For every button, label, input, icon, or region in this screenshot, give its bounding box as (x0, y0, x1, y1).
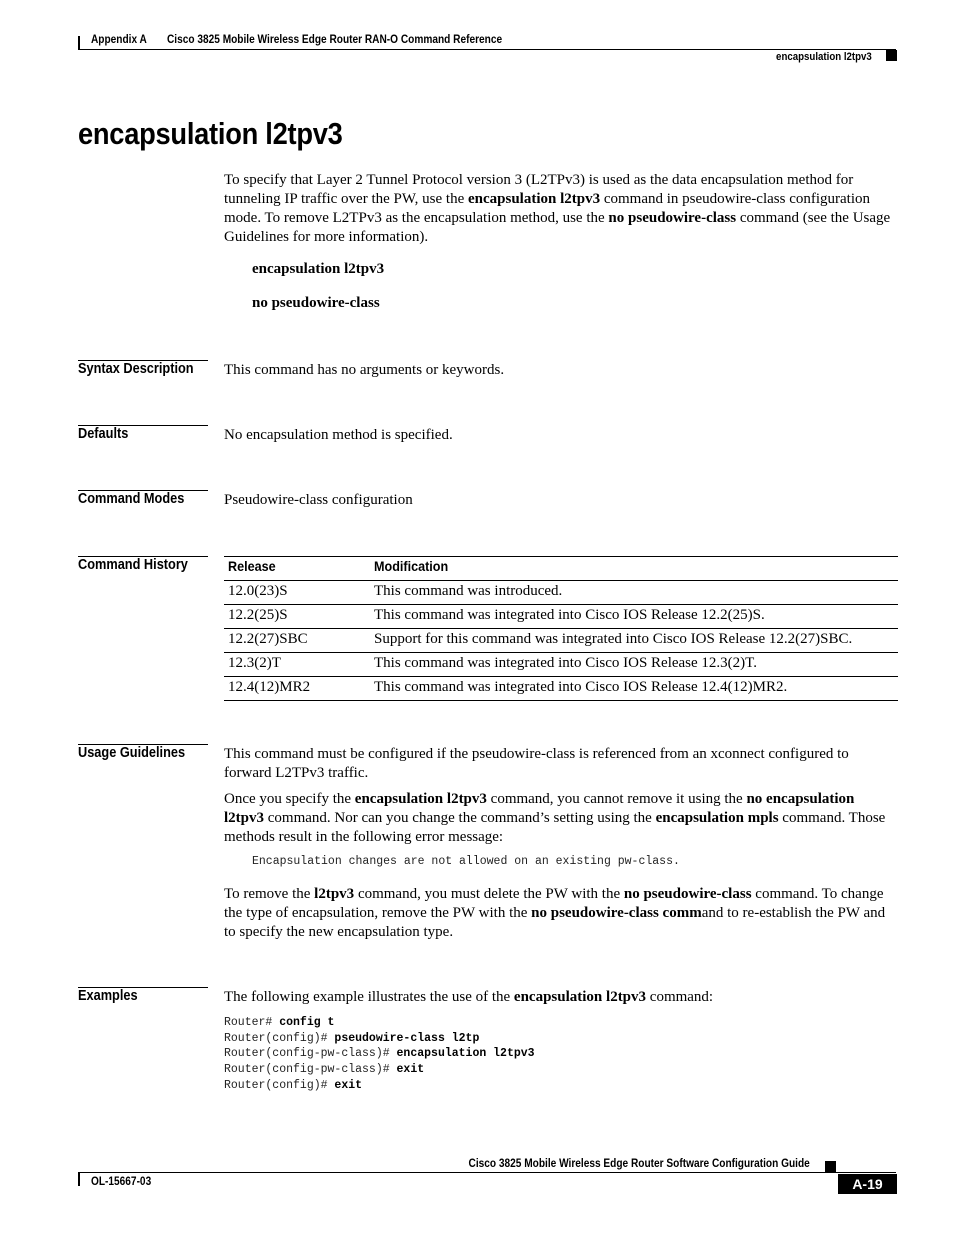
usage-p3-text-4: and to re-establish the PW and to specify the new encapsulation type. (224, 905, 886, 940)
usage-p3-bold-3: no pseudowire-class comm (531, 905, 702, 921)
release-cell: 12.0(23)S (228, 583, 288, 599)
code-line (224, 1015, 535, 1031)
header-rule (78, 49, 896, 50)
usage-paragraph-1: This command must be configured if the pseudowire-class is referenced from an xconnect configured to forward L2TPv3 traffic. (224, 746, 849, 781)
code-line (224, 1078, 535, 1094)
code-command: pseudowire-class l2tp (334, 1031, 480, 1045)
command-history-heading: Command History (78, 557, 188, 573)
examples-intro-text-2: command: (646, 989, 714, 1005)
column-header-release: Release (228, 558, 276, 574)
command-modes-heading: Command Modes (78, 491, 185, 507)
syntax-line-1: encapsulation l2tpv3 (252, 261, 385, 277)
modification-cell: This command was integrated into Cisco IOS Release 12.3(2)T. (374, 655, 757, 671)
code-prompt: Router# (224, 1016, 280, 1029)
modification-cell: Support for this command was integrated into Cisco IOS Release 12.2(27)SBC. (374, 631, 853, 647)
command-history-table (224, 556, 898, 701)
table-header-row (224, 556, 898, 581)
syntax-line-2: no pseudowire-class (252, 295, 380, 311)
table-row (224, 629, 898, 653)
modification-cell: This command was integrated into Cisco IOS Release 12.2(25)S. (374, 607, 765, 623)
intro-text-2: command in pseudowire-class configuration mode. To remove L2TPv3 as the encapsulation method, use the (224, 191, 871, 226)
intro-bold-2: no pseudowire-class (608, 210, 737, 226)
usage-p2-bold-3: encapsulation mpls (655, 810, 779, 826)
usage-p2-bold-1: encapsulation l2tpv3 (354, 791, 487, 807)
examples-intro-text-1: The following example illustrates the use of the (224, 989, 514, 1005)
footer-left-bar (78, 1172, 80, 1186)
header-appendix: Appendix A (91, 34, 147, 46)
code-command: config t (279, 1016, 335, 1029)
code-command: exit (334, 1078, 363, 1092)
intro-text-3: command (see the Usage Guidelines for more information). (224, 210, 891, 245)
footer-marker-block (825, 1161, 836, 1172)
header-left-bar (78, 36, 80, 50)
code-prompt: Router(config-pw-class)# (224, 1047, 397, 1061)
footer-guide-title: Cisco 3825 Mobile Wireless Edge Router Software Configuration Guide (468, 1158, 810, 1170)
header-command: encapsulation l2tpv3 (776, 51, 872, 63)
defaults-heading: Defaults (78, 426, 129, 442)
intro-text-1: To specify that Layer 2 Tunnel Protocol version 3 (L2TPv3) is used as the data encapsulation method for tunneling IP traffic over the PW, use the (224, 172, 854, 207)
code-prompt: Router(config-pw-class)# (224, 1063, 397, 1077)
table-row (224, 581, 898, 605)
header-book-title: Cisco 3825 Mobile Wireless Edge Router RAN-O Command Reference (167, 34, 503, 46)
table-row (224, 653, 898, 677)
release-cell: 12.4(12)MR2 (228, 679, 311, 695)
usage-p3-bold-1: l2tpv3 (314, 886, 355, 902)
examples-heading: Examples (78, 988, 138, 1004)
modification-cell: This command was introduced. (374, 583, 563, 599)
table-row (224, 605, 898, 629)
usage-p2-text-4: command. Those methods result in the following error message: (224, 810, 886, 845)
usage-guidelines-heading: Usage Guidelines (78, 745, 186, 761)
intro-paragraph (224, 171, 896, 247)
code-line (224, 1031, 535, 1047)
syntax-description-text: This command has no arguments or keywords. (224, 362, 505, 378)
release-cell: 12.2(27)SBC (228, 631, 308, 647)
code-line (224, 1062, 535, 1078)
header-marker-block (886, 50, 897, 61)
modification-cell: This command was integrated into Cisco IOS Release 12.4(12)MR2. (374, 679, 788, 695)
code-command: exit (396, 1063, 425, 1077)
release-cell: 12.2(25)S (228, 607, 288, 623)
code-line (224, 1046, 535, 1062)
code-prompt: Router(config)# (224, 1078, 335, 1092)
examples-intro-bold-1: encapsulation l2tpv3 (513, 989, 647, 1005)
syntax-description-heading: Syntax Description (78, 361, 194, 377)
usage-p2-text-2: command, you cannot remove it using the (486, 791, 747, 807)
usage-p2-bold-2: no encapsulation l2tpv3 (224, 791, 855, 826)
usage-paragraph-3 (224, 885, 896, 942)
usage-p3-text-1: To remove the (224, 886, 315, 902)
page-number: A-19 (838, 1174, 897, 1194)
column-header-modification: Modification (374, 558, 449, 574)
usage-p3-text-3: command. To change the type of encapsulation, remove the PW with the (224, 886, 884, 921)
release-cell: 12.3(2)T (228, 655, 281, 671)
usage-paragraph-2 (224, 790, 896, 847)
usage-p2-text-1: Once you specify the (224, 791, 355, 807)
usage-p3-text-2: command, you must delete the PW with the (354, 886, 624, 902)
footer-rule (78, 1172, 896, 1173)
intro-bold-1: encapsulation l2tpv3 (467, 191, 601, 207)
error-message-code: Encapsulation changes are not allowed on an existing pw-class. (252, 855, 680, 868)
examples-intro (224, 988, 896, 1007)
code-prompt: Router(config)# (224, 1031, 335, 1045)
defaults-text: No encapsulation method is specified. (224, 427, 453, 443)
usage-p3-bold-2: no pseudowire-class (623, 886, 752, 902)
page-title: encapsulation l2tpv3 (78, 116, 343, 151)
code-command: encapsulation l2tpv3 (396, 1047, 535, 1061)
footer-doc-number: OL-15667-03 (91, 1176, 152, 1188)
usage-p2-text-3: command. Nor can you change the command’s setting using the (264, 810, 656, 826)
table-row (224, 677, 898, 701)
example-code-block (224, 1015, 535, 1094)
command-modes-text: Pseudowire-class configuration (224, 492, 413, 508)
